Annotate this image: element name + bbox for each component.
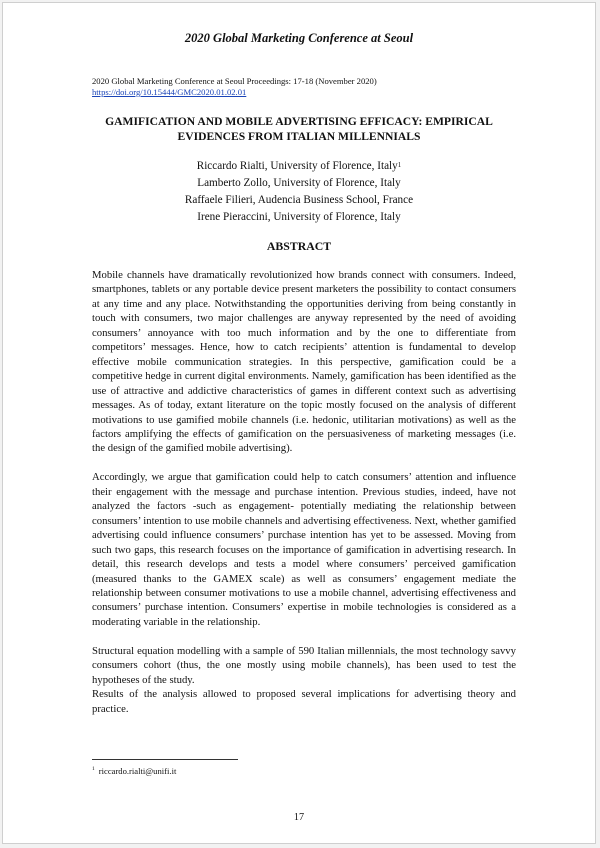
paper-title-line-2: EVIDENCES FROM ITALIAN MILLENNIALS: [177, 130, 421, 143]
author-4: Irene Pieraccini, University of Florence, Italy: [197, 211, 401, 223]
author-1-text: Riccardo Rialti, University of Florence, Italy: [196, 160, 398, 172]
author-1: [92, 158, 506, 175]
paper-page: [2, 2, 596, 844]
footnote-divider: [92, 759, 238, 760]
abstract-paragraph-2: Accordingly, we argue that gamification could help to catch consumers’ attention and influence their engagement with the message and purchase intention. Previous studies, indeed, have not analyzed the factors -such as engagement- potentially mediating the relationship between consumers’ intention to use mobile channels and advertising effectiveness. Next, whether gamified advertising could influence consumers’ purchase intention has yet to be assessed. Moving from such two gaps, this research focuses on the importance of gamification in advertising research. In detail, this research develops and tests a model where consumers’ perceived gamification (measured thanks to the GAMEX scale) as well as consumers’ engagement mediate the relationship between consumer motivations to use a mobile channel, advertising effectiveness and consumers’ purchase intention. Consumers’ expertise in mobile technologies is considered as a moderating variable in the relationship.: [92, 471, 516, 628]
proceedings-citation: 2020 Global Marketing Conference at Seoul Proceedings: 17-18 (November 2020): [92, 76, 377, 86]
page-number: 17: [293, 812, 305, 823]
running-header: 2020 Global Marketing Conference at Seoul: [184, 31, 414, 45]
author-footnote-mark: 1: [397, 161, 402, 169]
footnote-mark: 1: [92, 766, 95, 772]
abstract-body: [92, 268, 516, 716]
paper-title: [92, 114, 506, 144]
abstract-paragraph-4: Results of the analysis allowed to proposed several implications for advertising theory and practice.: [92, 688, 516, 715]
doi-link[interactable]: https://doi.org/10.15444/GMC2020.01.02.01: [92, 87, 247, 97]
author-3: Raffaele Filieri, Audencia Business School, France: [184, 194, 414, 206]
footnote-email: riccardo.rialti@unifi.it: [98, 766, 177, 776]
abstract-paragraph-1: Mobile channels have dramatically revolutionized how brands connect with consumers. Indeed, smartphones, tablets or any portable device present marketers the possibility to contact consumers at any time and any place. Notwithstanding the opportunities deriving from being constantly in touch with consumers, two major challenges are anyway represented by the need of avoiding consumers’ annoyance with too much information and by the one to differentiate from competitors’ messages. Hence, how to catch recipients’ attention is fundamental to develop effective mobile communication strategies. In this perspective, gamification could be a competitive hedge in current digital environments. Namely, gamification has been identified as the use of attractive and addictive characteristics of games in different context such as advertising messages. As of today, extant literature on the topic mostly focused on the analysis of different motivations to use gamified mobile channels (i.e. hedonic, utilitarian motivations) as well as the factors amplifying the effects of gamification on the persuasiveness of marketing messages (i.e. the design of the gamified mobile advertising).: [92, 269, 516, 455]
paper-title-line-1: GAMIFICATION AND MOBILE ADVERTISING EFFICACY: EMPIRICAL: [105, 115, 493, 128]
author-2: Lamberto Zollo, University of Florence, Italy: [197, 177, 401, 189]
footnote: [92, 766, 176, 776]
author-list: [92, 158, 506, 226]
abstract-heading: ABSTRACT: [266, 239, 332, 253]
abstract-paragraph-3: Structural equation modelling with a sample of 590 Italian millennials, the most technology savvy consumers cohort (thus, the one mostly using mobile channels), has been used to test the hypotheses of the study.: [92, 644, 516, 686]
